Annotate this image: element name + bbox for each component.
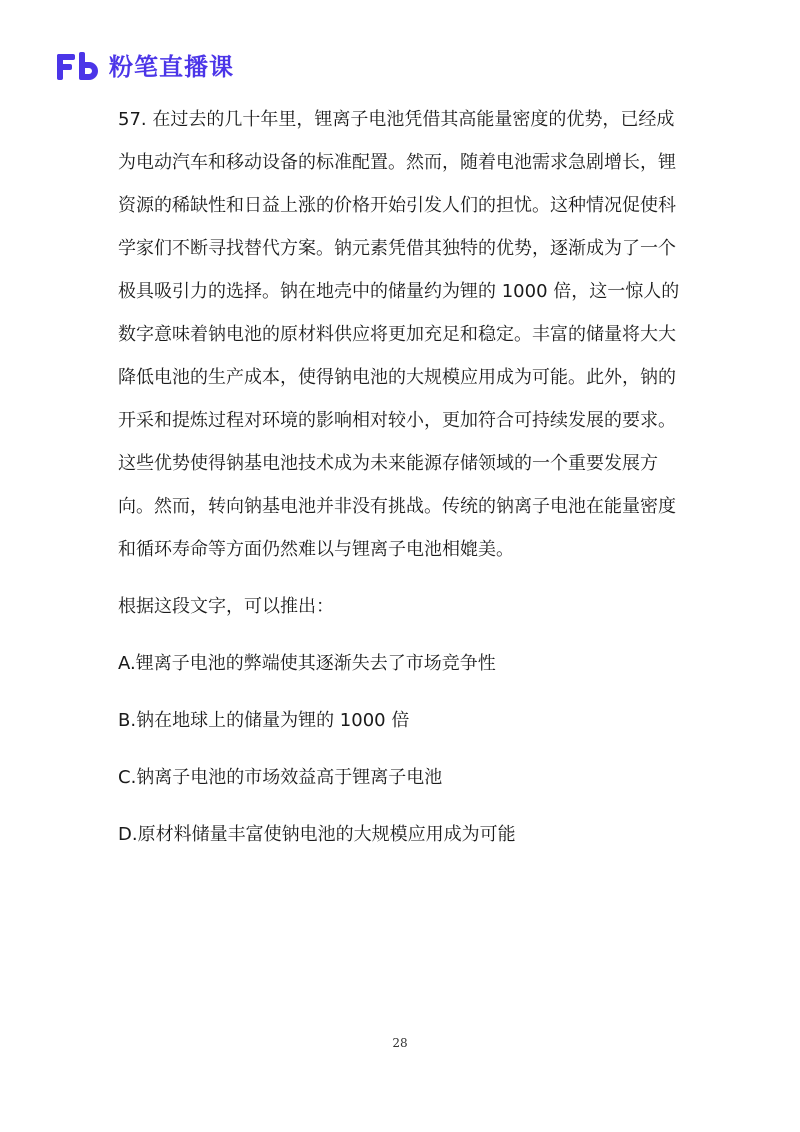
header <box>57 52 234 82</box>
page-number: 28 <box>392 1036 408 1050</box>
fb-logo-icon <box>57 52 101 82</box>
question-passage: 57. 在过去的几十年里，锂离子电池凭借其高能量密度的优势，已经成为电动汽车和移动设备的标准配置。然而，随着电池需求急剧增长，锂资源的稀缺性和日益上涨的价格开始引发人们的担忧。这种情况促使科学家们不断寻找替代方案。钠元素凭借其独特的优势，逐渐成为了一个极具吸引力的选择。钠在地壳中的储量约为锂的 1000 倍，这一惊人的数字意味着钠电池的原材料供应将更加充足和稳定。丰富的储量将大大降低电池的生产成本，使得钠电池的大规模应用成为可能。此外，钠的开采和提炼过程对环境的影响相对较小，更加符合可持续发展的要求。这些优势使得钠基电池技术成为未来能源存储领域的一个重要发展方向。然而，转向钠基电池并非没有挑战。传统的钠离子电池在能量密度和循环寿命等方面仍然难以与锂离子电池相媲美。 <box>118 109 680 560</box>
option-a: A.锂离子电池的弊端使其逐渐失去了市场竞争性 <box>118 653 496 674</box>
question-prompt: 根据这段文字，可以推出： <box>118 596 334 617</box>
option-b: B.钠在地球上的储量为锂的 1000 倍 <box>118 710 410 731</box>
brand-name: 粉笔直播课 <box>109 53 234 81</box>
option-d: D.原材料储量丰富使钠电池的大规模应用成为可能 <box>118 824 516 845</box>
option-c: C.钠离子电池的市场效益高于锂离子电池 <box>118 767 443 788</box>
answer-options <box>118 642 688 856</box>
question-block <box>118 98 688 870</box>
